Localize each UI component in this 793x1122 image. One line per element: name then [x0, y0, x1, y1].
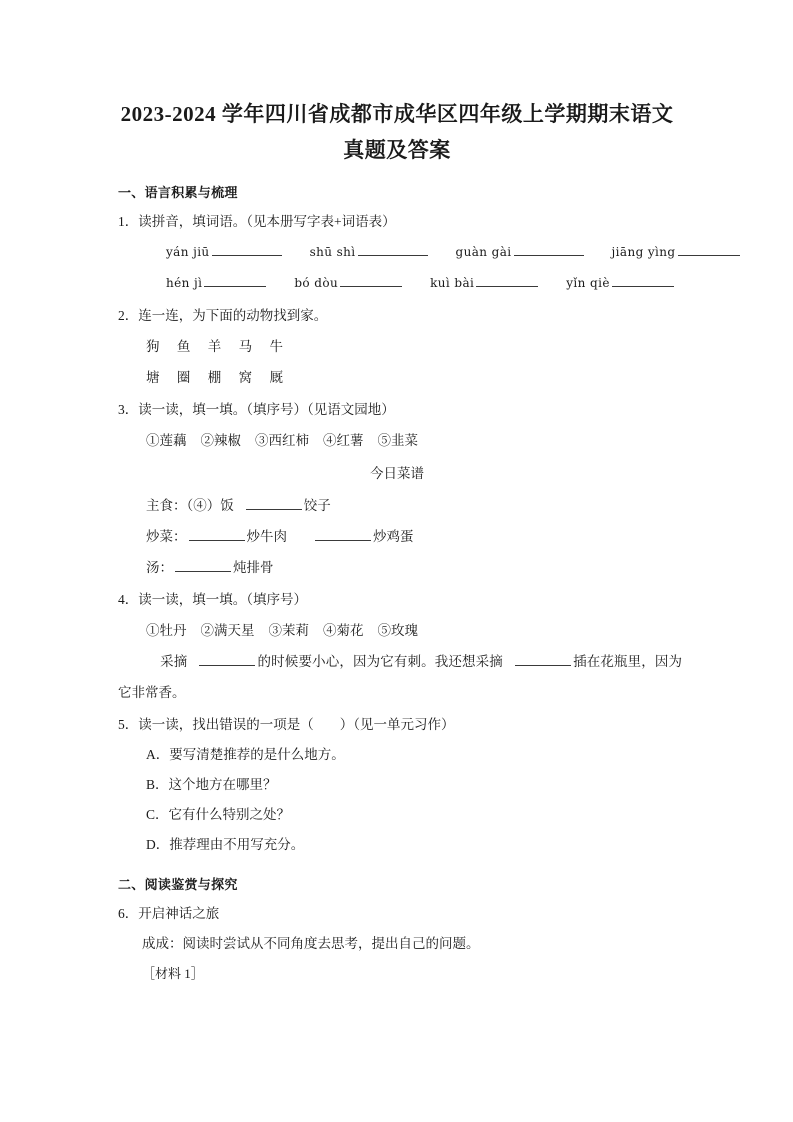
question-3	[118, 395, 682, 425]
choice-item[interactable]: ②辣椒	[200, 433, 241, 448]
choice-item[interactable]: ③西红柿	[255, 433, 309, 448]
choice-item[interactable]: ④红薯	[323, 433, 364, 448]
paragraph-text: 采摘	[160, 654, 188, 669]
menu-row-soup	[146, 552, 682, 583]
pinyin-item	[430, 268, 540, 299]
question-1	[118, 207, 682, 237]
question-6-material-tag: ［材料 1］	[142, 966, 204, 981]
question-6-number: 6．	[118, 906, 139, 921]
question-4-prompt: 读一读，填一填。（填序号）	[138, 592, 307, 607]
title-line-1: 2023-2024 学年四川省成都市成华区四年级上学期期末语文	[120, 102, 674, 126]
question-3-prompt: 读一读，填一填。（填序号）（见语文园地）	[138, 402, 395, 417]
choice-item[interactable]: ⑤玫瑰	[377, 623, 418, 638]
menu-row-label: 炒菜：	[146, 529, 187, 544]
question-5-option-a[interactable]: A．要写清楚推荐的是什么地方。	[146, 747, 345, 762]
pinyin-text: yán jiū	[166, 245, 210, 259]
question-4-choices	[146, 615, 682, 646]
question-6	[118, 899, 682, 929]
question-6-speaker-line: 成成：阅读时尝试从不同角度去思考，提出自己的问题。	[142, 936, 480, 951]
question-3-choices	[146, 425, 682, 456]
question-4-paragraph	[118, 646, 682, 708]
answer-blank[interactable]	[476, 273, 538, 287]
answer-blank[interactable]	[175, 558, 231, 572]
menu-row-label: 主食：（④）饭	[146, 498, 234, 513]
pinyin-item	[166, 268, 268, 299]
question-2-prompt: 连一连，为下面的动物找到家。	[138, 308, 328, 323]
question-1-number: 1．	[118, 214, 139, 229]
question-5-number: 5．	[118, 717, 139, 732]
question-2-homes[interactable]: 塘 圈 棚 窝 厩	[146, 370, 290, 385]
question-4-number: 4．	[118, 592, 139, 607]
question-2	[118, 301, 682, 331]
question-6-prompt: 开启神话之旅	[138, 906, 220, 921]
question-5-prompt-a: 读一读，找出错误的一项是（	[138, 717, 314, 732]
menu-row-staple	[146, 490, 682, 521]
question-4	[118, 585, 682, 615]
answer-blank[interactable]	[612, 273, 674, 287]
page-title	[112, 96, 682, 168]
answer-blank[interactable]	[358, 242, 428, 256]
pinyin-item	[612, 237, 742, 268]
pinyin-item	[166, 237, 284, 268]
pinyin-text: kuì bài	[430, 276, 475, 290]
answer-blank[interactable]	[315, 527, 371, 541]
menu-title: 今日菜谱	[370, 466, 424, 481]
pinyin-text: hén jì	[166, 276, 203, 290]
pinyin-item	[456, 237, 586, 268]
menu-row-dish: 炒鸡蛋	[373, 529, 414, 544]
pinyin-text: yǐn qiè	[566, 276, 610, 290]
document-content	[112, 96, 682, 989]
question-2-animals[interactable]: 狗 鱼 羊 马 牛	[146, 339, 290, 354]
pinyin-item	[294, 268, 404, 299]
pinyin-item	[310, 237, 430, 268]
question-5-option-b[interactable]: B．这个地方在哪里？	[146, 777, 277, 792]
question-5-option-c[interactable]: C．它有什么特别之处？	[146, 807, 291, 822]
section-heading-1: 一、语言积累与梳理	[118, 185, 238, 200]
answer-blank[interactable]	[246, 496, 302, 510]
answer-blank[interactable]	[204, 273, 266, 287]
menu-row-stirfry	[146, 521, 682, 552]
pinyin-text: jiāng yìng	[611, 245, 676, 259]
choice-item[interactable]: ⑤韭菜	[377, 433, 418, 448]
pinyin-text: guàn gài	[455, 245, 512, 259]
menu-row-dish: 饺子	[303, 498, 331, 513]
menu-row-dish: 炒牛肉	[246, 529, 287, 544]
question-5-prompt-b: ）（见一单元习作）	[339, 717, 455, 732]
answer-blank[interactable]	[212, 242, 282, 256]
question-5-option-d[interactable]: D．推荐理由不用写充分。	[146, 837, 305, 852]
answer-blank[interactable]	[678, 242, 740, 256]
pinyin-item	[566, 268, 676, 299]
question-3-number: 3．	[118, 402, 139, 417]
menu-row-label: 汤：	[146, 560, 173, 575]
paragraph-text: 插在花瓶里，因为	[572, 654, 683, 669]
paragraph-text: 它非常香。	[118, 685, 186, 700]
question-5	[118, 710, 682, 740]
choice-item[interactable]: ①莲藕	[146, 433, 187, 448]
choice-item[interactable]: ③茉莉	[268, 623, 309, 638]
choice-item[interactable]: ①牡丹	[146, 623, 187, 638]
paragraph-text: 的时候要小心，因为它有刺。我还想采摘	[257, 654, 503, 669]
menu-row-dish: 炖排骨	[233, 560, 274, 575]
question-1-pinyin-row-2	[166, 268, 682, 299]
pinyin-text: shū shì	[309, 245, 356, 259]
question-1-pinyin-row-1	[166, 237, 682, 268]
answer-blank[interactable]	[514, 242, 584, 256]
section-heading-2: 二、阅读鉴赏与探究	[118, 877, 238, 892]
pinyin-text: bó dòu	[294, 276, 339, 290]
choice-item[interactable]: ④菊花	[323, 623, 364, 638]
answer-blank[interactable]	[515, 652, 571, 666]
question-1-prompt: 读拼音，填词语。（见本册写字表+词语表）	[138, 214, 396, 229]
answer-blank[interactable]	[199, 652, 255, 666]
answer-blank[interactable]	[189, 527, 245, 541]
answer-blank[interactable]	[340, 273, 402, 287]
title-line-2: 真题及答案	[343, 138, 451, 162]
question-2-number: 2．	[118, 308, 139, 323]
choice-item[interactable]: ②满天星	[200, 623, 255, 638]
